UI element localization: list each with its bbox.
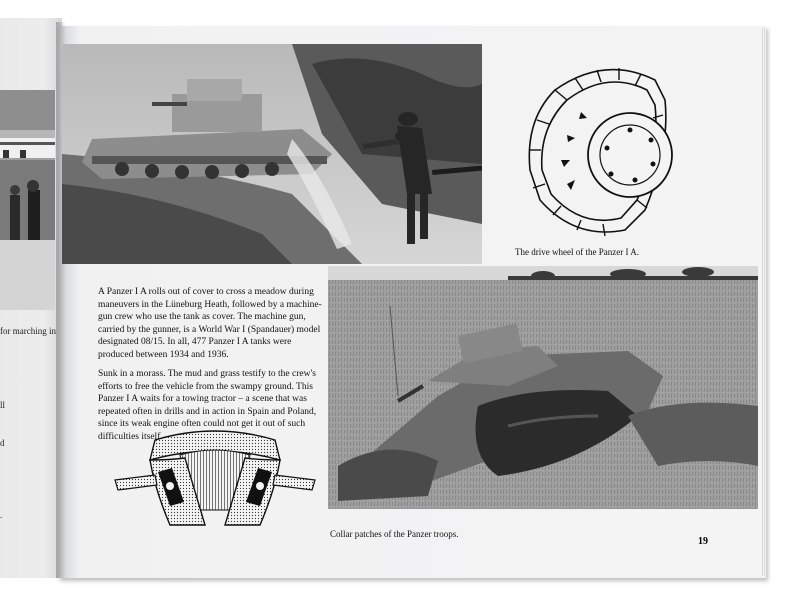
photo-panzer-rolling-out bbox=[62, 44, 482, 264]
caption-paragraph-rollout: A Panzer I A rolls out of cover to cross a meadow during maneuvers in the Lüneburg Heath, followed by a machine-gun crew who use the tank as cover. The machine gun, carried by the gunner, is a World War I (Spandauer) model designated 08/15. In all, 477 Panzer I A tanks were produced between 1934 and 1936. bbox=[98, 287, 322, 360]
caption-drive-wheel: The drive wheel of the Panzer I A. bbox=[515, 247, 639, 257]
left-text-fragment: ll bbox=[0, 400, 6, 410]
photo-panzer-sunk-in-morass bbox=[328, 266, 758, 509]
caption-main-text bbox=[98, 286, 326, 450]
page-number: 19 bbox=[698, 536, 708, 547]
left-text-fragment: d bbox=[0, 438, 5, 448]
left-page-photo bbox=[0, 90, 55, 310]
page-edge bbox=[762, 28, 766, 576]
drive-wheel-illustration bbox=[515, 60, 695, 240]
caption-collar-patches: Collar patches of the Panzer troops. bbox=[330, 529, 459, 539]
left-text-fragment: for marching in bbox=[0, 326, 56, 336]
left-photo-scene bbox=[0, 90, 55, 310]
collar-patch-illustration bbox=[110, 430, 320, 530]
caption-paragraph-morass: Sunk in a morass. The mud and grass testify to the crew's efforts to free the vehicle from the swampy ground. This Panzer I A waits for a towing tractor – a scene that was repeated often in drills and in action in Spain and Poland, since its weak engine often could not get it out of such difficulties itself. bbox=[98, 369, 317, 442]
left-text-fragment: . bbox=[0, 510, 3, 520]
